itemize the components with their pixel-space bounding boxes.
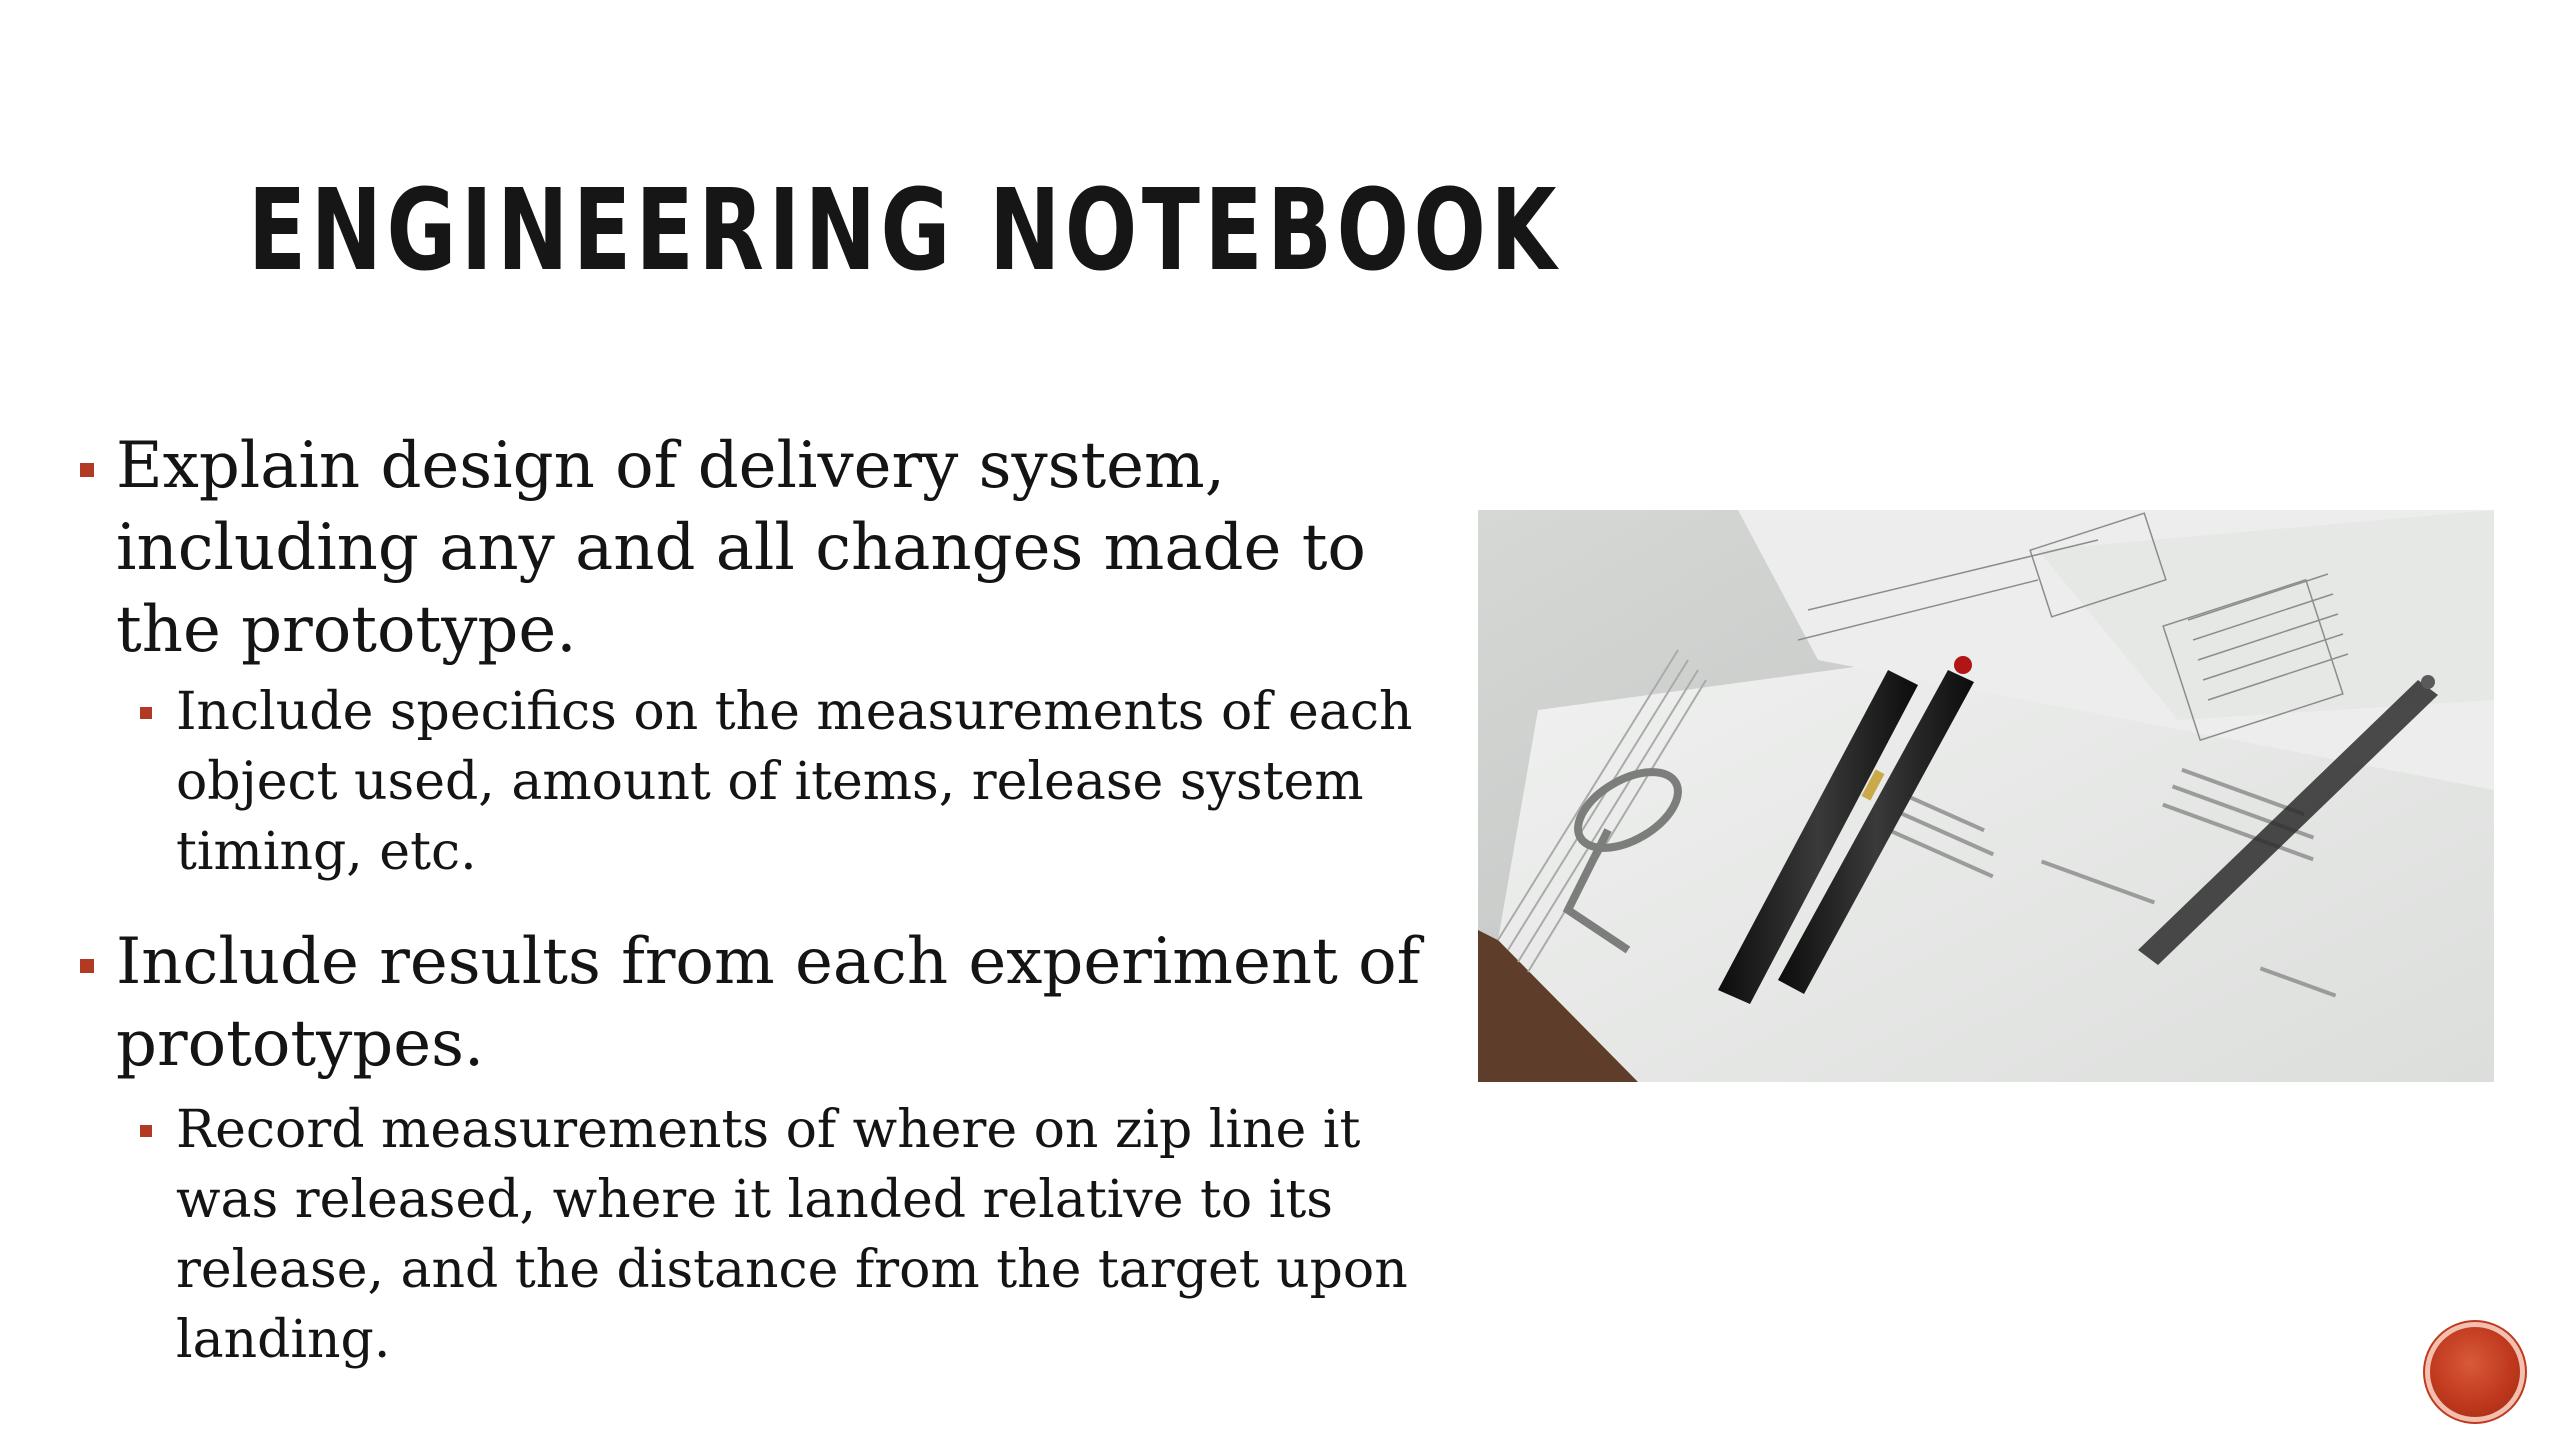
- square-bullet-icon: [80, 959, 94, 973]
- bullet-text: Include results from each experiment of prototypes.: [116, 925, 1421, 1081]
- square-bullet-icon: [140, 707, 152, 719]
- bullet-level2: [140, 1095, 1440, 1375]
- bullet-level1: [80, 921, 1440, 1085]
- bullet-list: [80, 425, 1440, 1375]
- sub-bullet-text: Include specifics on the measurements of each object used, amount of items, release system timing, etc.: [176, 682, 1413, 882]
- bullet-level2: [140, 677, 1440, 887]
- square-bullet-icon: [140, 1125, 152, 1137]
- notebook-photo: [1478, 510, 2494, 1082]
- slide-nav-button[interactable]: [2430, 1327, 2520, 1417]
- sub-bullet-text: Record measurements of where on zip line it was released, where it landed relative to its release, and the distance from the target upon landing.: [176, 1100, 1408, 1370]
- square-bullet-icon: [80, 463, 94, 477]
- bullet-level1: [80, 425, 1440, 671]
- slide-title: ENGINEERING NOTEBOOK: [248, 166, 1561, 296]
- bullet-text: Explain design of delivery system, including any and all changes made to the prototype.: [116, 429, 1366, 667]
